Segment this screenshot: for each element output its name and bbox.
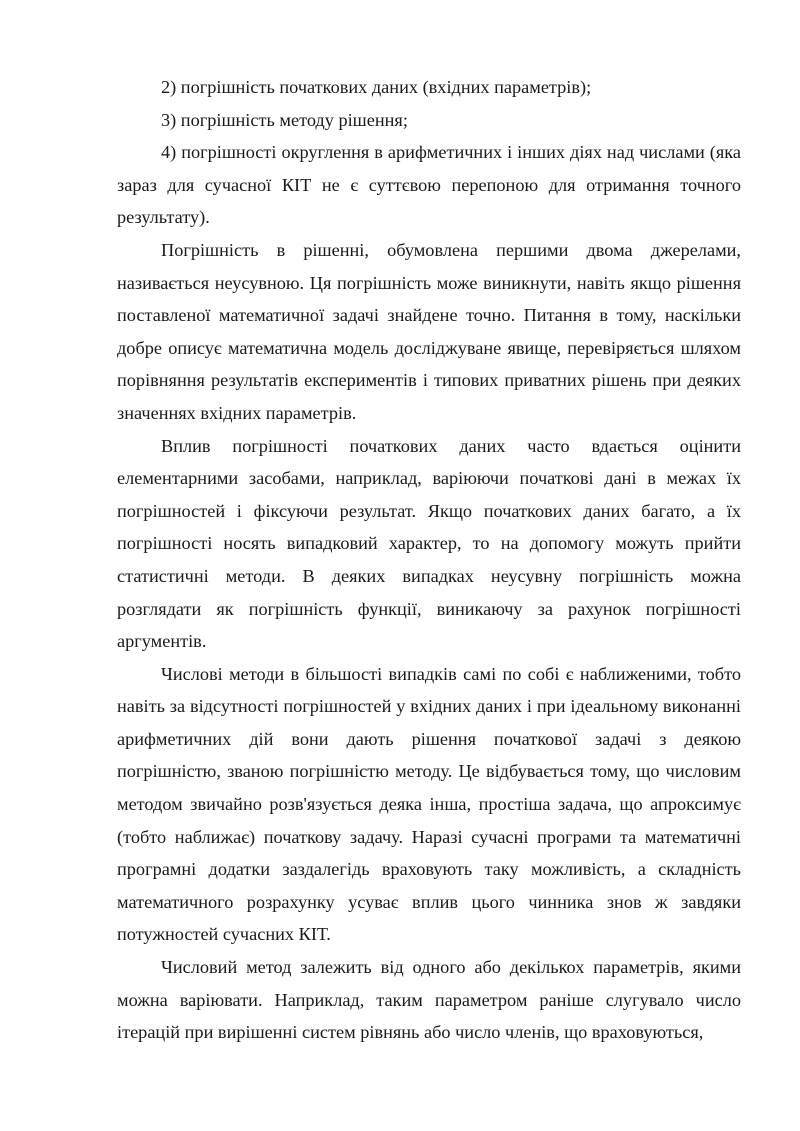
paragraph-method-parameters: Числовий метод залежить від одного або декількох параметрів, якими можна варіювати. Наприклад, таким параметром раніше слугувало число ітерацій при вирішенні систем рівнянь або число членів, що враховуються,	[117, 957, 741, 1043]
paragraph-list-item-2: 2) погрішність початкових даних (вхідних параметрів);	[161, 77, 592, 97]
document-body	[117, 71, 741, 1049]
paragraph-list-item-4: 4) погрішності округлення в арифметичних і інших діях над числами (яка зараз для сучасної КІТ не є суттєвою перепоною для отримання точного результату).	[117, 142, 741, 228]
paragraph-method-error: Числові методи в більшості випадків самі по собі є наближеними, тобто навіть за відсутності погрішностей у вхідних даних і при ідеальному виконанні арифметичних дій вони дають рішення початкової задачі з деякою погрішністю, званою погрішністю методу. Це відбувається тому, що числовим методом звичайно розв'язується деяка інша, простіша задача, що апроксимує (тобто наближає) початкову задачу. Наразі сучасні програми та математичні програмні додатки заздалегідь враховують таку можливість, а складність математичного розрахунку усуває вплив цього чинника знов ж завдяки потужностей сучасних КІТ.	[117, 663, 741, 945]
paragraph-initial-data-error: Вплив погрішності початкових даних часто вдається оцінити елементарними засобами, наприклад, варіюючи початкові дані в межах їх погрішностей і фіксуючи результат. Якщо початкових даних багато, а їх погрішності носять випадковий характер, то на допомогу можуть прийти статистичні методи. В деяких випадках неусувну погрішність можна розглядати як погрішність функції, виникаючу за рахунок погрішності аргументів.	[117, 435, 741, 652]
paragraph-list-item-3: 3) погрішність методу рішення;	[161, 109, 408, 130]
paragraph-irremovable-error: Погрішність в рішенні, обумовлена першими двома джерелами, називається неусувною. Ця погрішність може виникнути, навіть якщо рішення поставленої математичної задачі знайдене точно. Питання в тому, наскільки добре описує математична модель досліджуване явище, перевіряється шляхом порівняння результатів експериментів і типових приватних рішень при деяких значеннях вхідних параметрів.	[117, 239, 741, 423]
